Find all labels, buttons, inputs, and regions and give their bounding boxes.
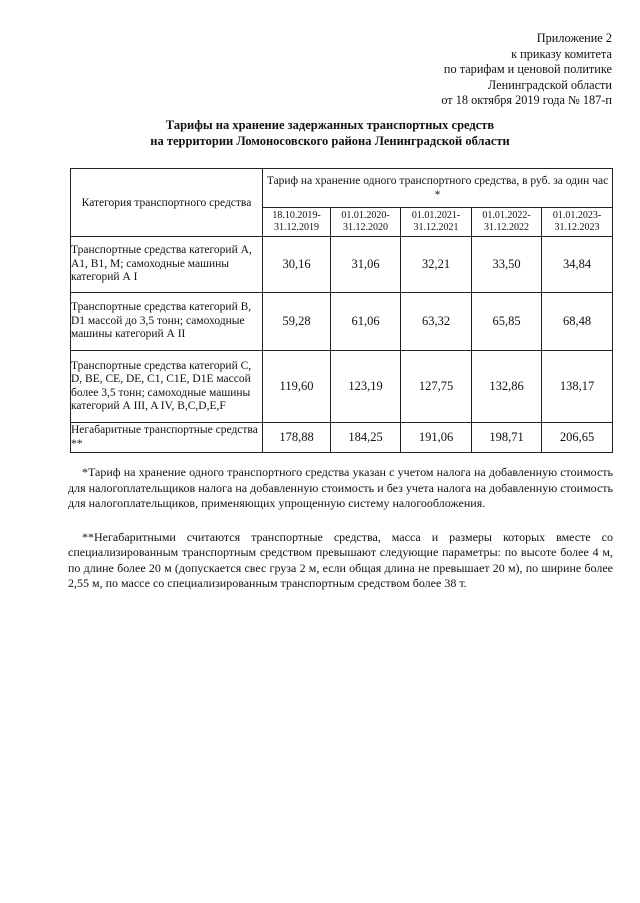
category-column-header: Категория транспортного средства — [71, 169, 263, 237]
appendix-line: Приложение 2 — [536, 31, 612, 45]
tariff-value-cell: 132,86 — [472, 351, 542, 423]
period-header: 01.01.2023-31.12.2023 — [542, 208, 613, 237]
period-header: 01.01.2022-31.12.2022 — [472, 208, 542, 237]
tariff-value-cell: 138,17 — [542, 351, 613, 423]
category-cell: Транспортные средства категорий А, А1, В1, М; самоходные машины категорий А I — [71, 237, 263, 293]
tariff-table — [70, 168, 613, 453]
table-row — [71, 293, 613, 351]
table-row — [71, 237, 613, 293]
appendix-line: по тарифам и ценовой политике — [443, 62, 612, 76]
period-header: 01.01.2020-31.12.2020 — [331, 208, 401, 237]
tariff-value-cell: 59,28 — [263, 293, 331, 351]
category-cell: Негабаритные транспортные средства ** — [71, 423, 263, 453]
tariff-value-cell: 178,88 — [263, 423, 331, 453]
title-line: Тарифы на хранение задержанных транспортных средств — [165, 118, 495, 132]
tariff-value-cell: 34,84 — [542, 237, 613, 293]
category-cell: Транспортные средства категорий В, D1 массой до 3,5 тонн; самоходные машины категорий А II — [71, 293, 263, 351]
table-row — [71, 351, 613, 423]
tariff-value-cell: 198,71 — [472, 423, 542, 453]
footnote-vat: *Тариф на хранение одного транспортного средства указан с учетом налога на добавленную стоимость для налогоплательщиков налога на добавленную стоимость и без учета налога на добавленную стоимость для налогоплательщиков, применяющих упрощенную систему налогообложения. — [68, 465, 613, 510]
tariff-value-cell: 63,32 — [401, 293, 472, 351]
appendix-header — [312, 31, 612, 109]
tariff-value-cell: 206,65 — [542, 423, 613, 453]
appendix-line: Ленинградской области — [487, 77, 612, 92]
tariff-value-cell: 31,06 — [331, 237, 401, 293]
tariff-value-cell: 61,06 — [331, 293, 401, 351]
tariff-column-header: Тариф на хранение одного транспортного средства, в руб. за один час * — [263, 169, 613, 208]
period-header: 01.01.2021-31.12.2021 — [401, 208, 472, 237]
tariff-value-cell: 191,06 — [401, 423, 472, 453]
tariff-value-cell: 68,48 — [542, 293, 613, 351]
category-cell: Транспортные средства категорий С, D, ВЕ, СЕ, DE, С1, С1Е, D1E массой более 3,5 тонн; самоходные машины категорий А III, A IV, B,C,D,E,F — [71, 351, 263, 423]
tariff-value-cell: 65,85 — [472, 293, 542, 351]
tariff-value-cell: 30,16 — [263, 237, 331, 293]
tariff-value-cell: 184,25 — [331, 423, 401, 453]
tariff-value-cell: 119,60 — [263, 351, 331, 423]
period-header: 18.10.2019-31.12.2019 — [263, 208, 331, 237]
appendix-line: от 18 октября 2019 года № 187-п — [441, 93, 612, 107]
appendix-line: к приказу комитета — [511, 46, 612, 61]
tariff-value-cell: 123,19 — [331, 351, 401, 423]
footnotes — [68, 465, 613, 610]
footnote-oversized: **Негабаритными считаются транспортные средства, масса и размеры которых вместе со специализированным транспортным средством превышают следующие параметры: по высоте более 4 м, по длине более 20 м (допускается свес груза 2 м, если общая длина не превышает 20 м), по ширине более 2,55 м, по массе со специализированным транспортным средством более 38 т. — [68, 529, 613, 590]
tariff-value-cell: 127,75 — [401, 351, 472, 423]
tariff-value-cell: 33,50 — [472, 237, 542, 293]
table-row — [71, 423, 613, 453]
title-line: на территории Ломоносовского района Ленинградской области — [150, 134, 510, 148]
tariff-value-cell: 32,21 — [401, 237, 472, 293]
document-title — [60, 117, 600, 149]
